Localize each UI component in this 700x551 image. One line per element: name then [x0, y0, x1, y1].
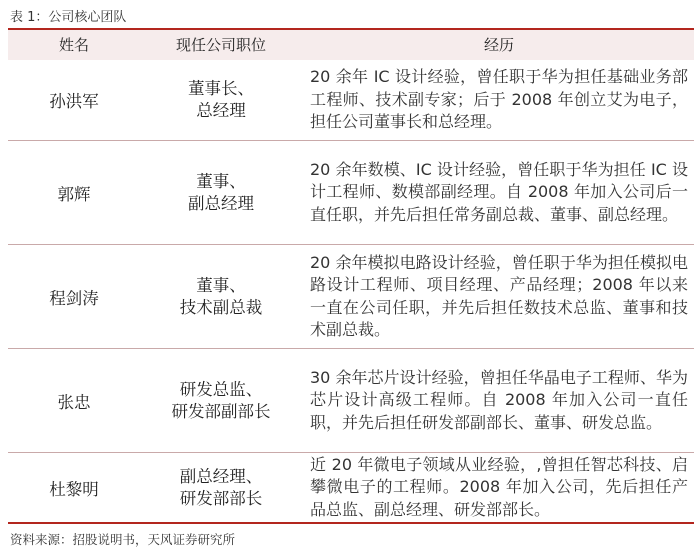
- header-experience: 经历: [483, 36, 514, 54]
- table-row: [8, 453, 694, 522]
- bio-text: 近 20 年微电子领域从业经验，,曾担任智芯科技、启攀微电子的工程师。2008 年加入公司，先后担任产品总监、副总经理、研发部部长。: [310, 454, 688, 519]
- header-position: 现任公司职位: [175, 36, 266, 54]
- member-name: 孙洪军: [49, 92, 99, 111]
- position-line: 董事、: [196, 171, 246, 191]
- table-header: [8, 30, 694, 60]
- member-name: 郭辉: [57, 184, 91, 204]
- member-name: 张忠: [57, 392, 91, 412]
- position-line: 副总经理、: [179, 466, 263, 486]
- position-line: 研发部副部长: [171, 401, 271, 421]
- position-line: 董事、: [196, 275, 246, 295]
- member-bio: [310, 453, 688, 522]
- member-position: [140, 245, 302, 348]
- position-line: 研发总监、: [179, 379, 263, 399]
- position-line: 董事长、: [188, 79, 254, 98]
- bio-text: 30 余年芯片设计经验，曾担任华晶电子工程师、华为芯片设计高级工程师。自 2008 年加入公司一直任职，并先后担任研发部副部长、董事、研发总监。: [310, 367, 688, 432]
- table-row: [8, 60, 694, 140]
- position-line: 研发部部长: [179, 488, 263, 508]
- member-position: [140, 141, 302, 244]
- member-bio: [310, 349, 688, 452]
- member-bio: [310, 141, 688, 244]
- table-title: 表 1：公司核心团队: [10, 10, 127, 25]
- table-row: [8, 245, 694, 348]
- member-name: 杜黎明: [49, 479, 99, 499]
- header-name: 姓名: [58, 36, 89, 54]
- bio-text: 20 余年数模、IC 设计经验，曾任职于华为担任 IC 设计工程师、数模部副经理。自 2008 年加入公司后一直任职，并先后担任常务副总裁、董事、副总经理。: [310, 159, 688, 224]
- position-line: 副总经理: [188, 193, 254, 213]
- bio-text: 20 余年 IC 设计经验，曾任职于华为担任基础业务部工程师、技术副专家；后于 2008 年创立艾为电子，担任公司董事长和总经理。: [310, 67, 688, 132]
- member-name: 程剑涛: [49, 288, 99, 308]
- table-row: [8, 349, 694, 452]
- bio-text: 20 余年模拟电路设计经验，曾任职于华为担任模拟电路设计工程师、项目经理、产品经理；2008 年以来一直在公司任职，并先后担任数技术总监、董事和技术副总裁。: [310, 252, 688, 339]
- member-position: [140, 60, 302, 140]
- member-position: [140, 453, 302, 522]
- table-row: [8, 141, 694, 244]
- position-line: 总经理: [196, 101, 246, 120]
- member-bio: [310, 245, 688, 348]
- table-bottom-rule: [8, 522, 694, 524]
- member-bio: [310, 60, 688, 140]
- member-position: [140, 349, 302, 452]
- source-note: 资料来源：招股说明书，天风证券研究所: [10, 532, 236, 547]
- position-line: 技术副总裁: [179, 297, 263, 317]
